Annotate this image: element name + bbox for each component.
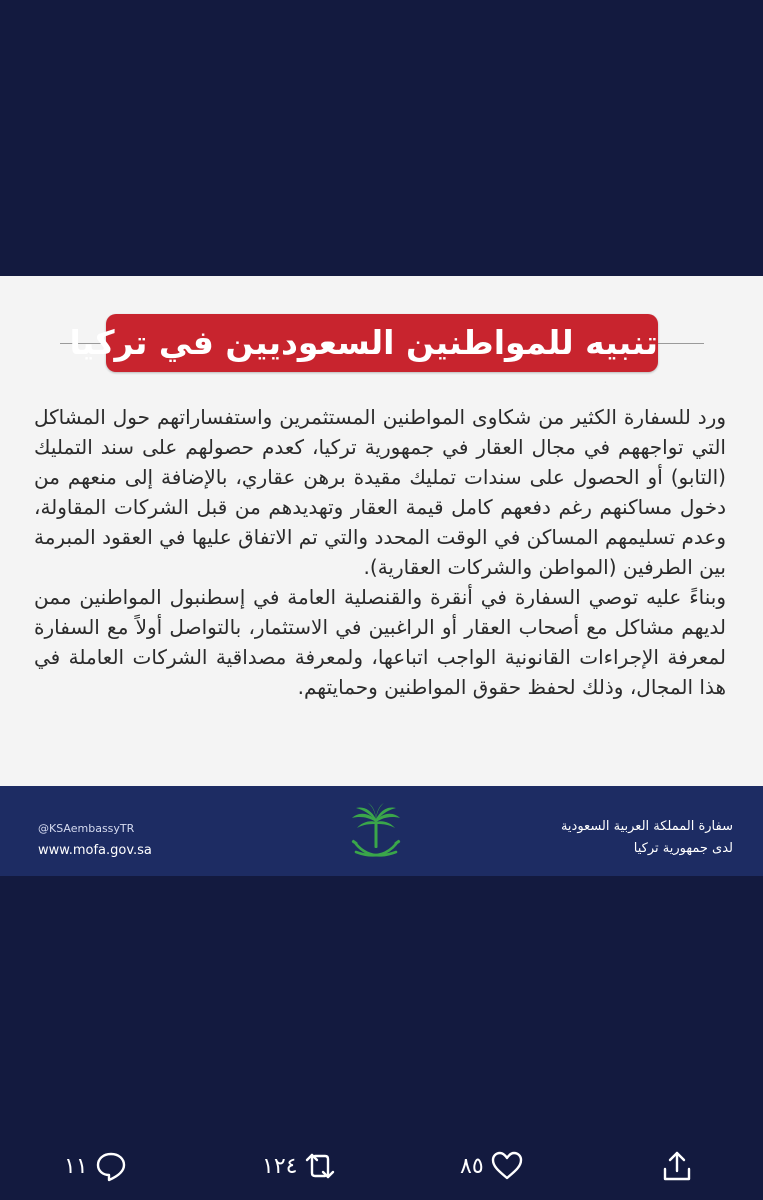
post-image-card[interactable] (0, 276, 763, 876)
reply-count: ١١ (64, 1153, 88, 1179)
embassy-name (561, 816, 733, 860)
like-action[interactable] (460, 1148, 524, 1184)
paragraph-1: ورد للسفارة الكثير من شكاوى المواطنين المستثمرين واستفساراتهم حول المشاكل التي تواجههم في مجال العقار في جمهورية تركيا، كعدم حصولهم على سند التمليك (التابو) أو الحصول على سندات تمليك مقيدة برهن عقاري، بالإضافة إلى منعهم من دخول مساكنهم رغم دفعهم كامل قيمة العقار وتهديدهم من قبل الشركات المقاولة، وعدم تسليمهم المساكن في الوقت المحدد والتي تم الاتفاق عليها في العقود المبرمة بين الطرفين (المواطن والشركات العقارية). (34, 405, 726, 579)
footer-band (0, 786, 763, 876)
retweet-action[interactable] (262, 1148, 337, 1184)
tweet-action-bar (0, 1120, 763, 1200)
retweet-count: ١٢٤ (262, 1153, 298, 1179)
paragraph-2: وبناءً عليه توصي السفارة في أنقرة والقنصلية العامة في إسطنبول المواطنين ممن لديهم مشاكل مع أصحاب العقار أو الراغبين في الاستثمار، بالتواصل أولاً مع السفارة لمعرفة الإجراءات القانونية الواجب اتباعها، ولمعرفة مصداقية الشركات العاملة في هذا المجال، وذلك لحفظ حقوق المواطنين وحمايتهم. (34, 585, 726, 699)
like-count: ٨٥ (460, 1153, 484, 1179)
embassy-name-line2: لدى جمهورية تركيا (633, 841, 733, 856)
share-icon (660, 1149, 694, 1183)
palm-swords-emblem-icon (346, 802, 406, 866)
website-url: www.mofa.gov.sa (38, 843, 152, 858)
reply-action[interactable] (64, 1148, 128, 1184)
reply-icon (94, 1149, 128, 1183)
title-row (0, 314, 763, 374)
announcement-body (34, 402, 726, 702)
heart-icon (490, 1149, 524, 1183)
footer-contact (38, 818, 152, 862)
twitter-handle: @KSAembassyTR (38, 822, 135, 835)
media-top-padding (0, 0, 763, 276)
embassy-name-line1: سفارة المملكة العربية السعودية (560, 819, 733, 834)
title-badge: تنبيه للمواطنين السعوديين في تركيا (106, 314, 658, 372)
title-divider-right (658, 343, 704, 344)
retweet-icon (303, 1149, 337, 1183)
share-action[interactable] (660, 1148, 694, 1184)
